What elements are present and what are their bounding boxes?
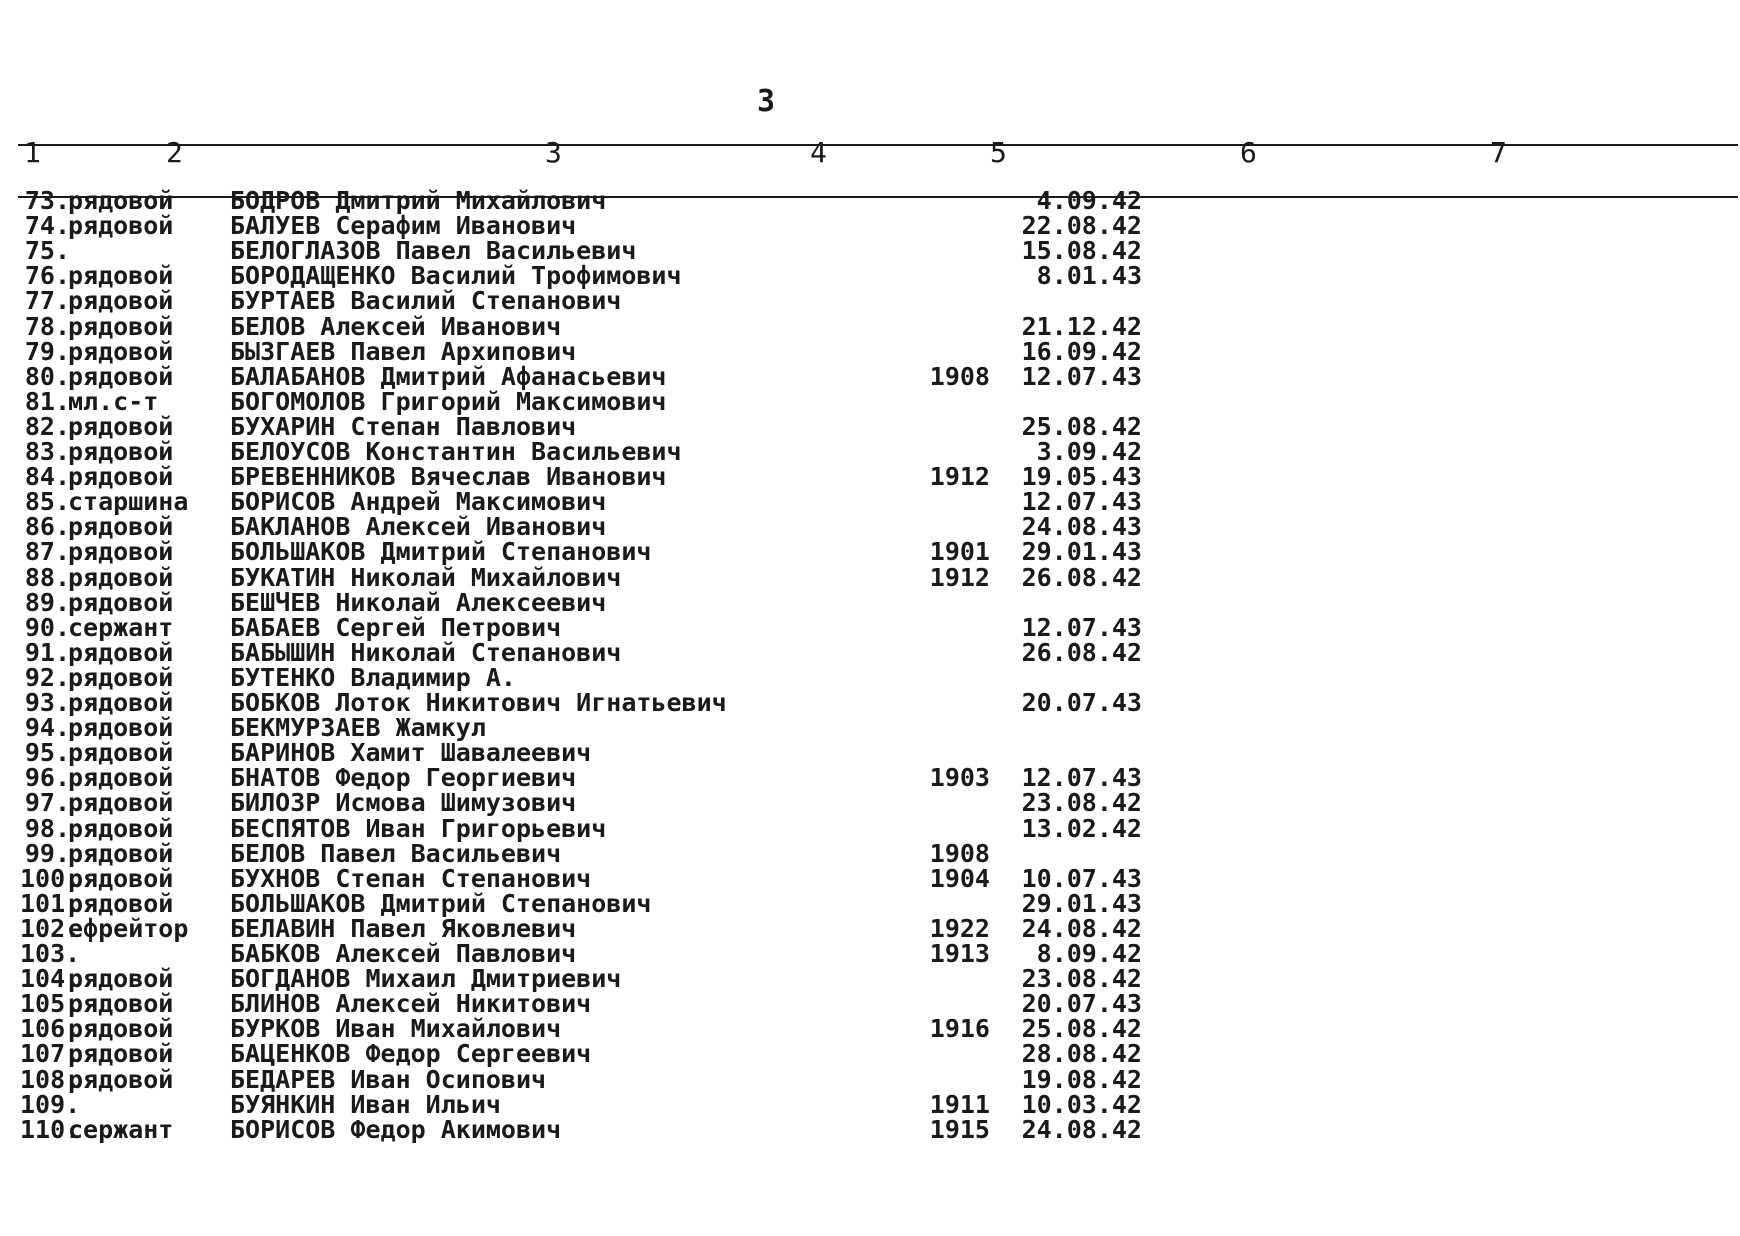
row-date: 28.08.42 bbox=[1021, 1039, 1142, 1068]
row-date: 12.07.43 bbox=[1021, 487, 1142, 516]
row-name: БЫЗГАЕВ Павел Архипович bbox=[230, 337, 577, 366]
row-date: 24.08.42 bbox=[1021, 914, 1142, 943]
row-rank: рядовой bbox=[68, 1065, 174, 1094]
row-number: 104. bbox=[20, 964, 81, 993]
row-name: БОРИСОВ Андрей Максимович bbox=[230, 487, 607, 516]
row-number: 94. bbox=[24, 713, 70, 742]
row-number: 99. bbox=[24, 839, 70, 868]
row-date: 29.01.43 bbox=[1021, 537, 1142, 566]
row-rank: рядовой bbox=[68, 1039, 174, 1068]
row-date: 10.07.43 bbox=[1021, 864, 1142, 893]
row-name: БРЕВЕННИКОВ Вячеслав Иванович bbox=[230, 462, 667, 491]
row-name: БАБКОВ Алексей Павлович bbox=[230, 939, 577, 968]
row-birth-year: 1913 bbox=[929, 939, 990, 968]
row-number: 77. bbox=[24, 286, 70, 315]
row-rank: ефрейтор bbox=[68, 914, 189, 943]
row-date: 21.12.42 bbox=[1021, 312, 1142, 341]
row-date: 20.07.43 bbox=[1021, 688, 1142, 717]
row-name: БЕКМУРЗАЕВ Жамкул bbox=[230, 713, 486, 742]
row-rank: рядовой bbox=[68, 889, 174, 918]
row-birth-year: 1911 bbox=[929, 1090, 990, 1119]
row-name: БАКЛАНОВ Алексей Иванович bbox=[230, 512, 607, 541]
row-number: 86. bbox=[24, 512, 70, 541]
row-rank: рядовой bbox=[68, 211, 174, 240]
column-number-7: 7 bbox=[1490, 136, 1507, 169]
page-number: 3 bbox=[757, 84, 776, 119]
row-number: 90. bbox=[24, 613, 70, 642]
row-rank: рядовой bbox=[68, 788, 174, 817]
row-rank: рядовой bbox=[68, 512, 174, 541]
row-rank: рядовой bbox=[68, 286, 174, 315]
row-date: 8.09.42 bbox=[1036, 939, 1142, 968]
row-name: БЕЛОВ Павел Васильевич bbox=[230, 839, 562, 868]
row-rank: старшина bbox=[68, 487, 189, 516]
row-number: 109. bbox=[20, 1090, 81, 1119]
row-number: 93. bbox=[24, 688, 70, 717]
row-number: 78. bbox=[24, 312, 70, 341]
table-row bbox=[0, 790, 1740, 816]
table-row bbox=[0, 1117, 1740, 1143]
row-number: 74. bbox=[24, 211, 70, 240]
row-rank: рядовой bbox=[68, 437, 174, 466]
row-date: 13.02.42 bbox=[1021, 814, 1142, 843]
row-number: 88. bbox=[24, 563, 70, 592]
row-number: 85. bbox=[24, 487, 70, 516]
table-top-rule bbox=[18, 144, 1738, 146]
row-name: БАБАЕВ Сергей Петрович bbox=[230, 613, 562, 642]
row-name: БЕДАРЕВ Иван Осипович bbox=[230, 1065, 547, 1094]
row-number: 97. bbox=[24, 788, 70, 817]
column-number-2: 2 bbox=[166, 136, 183, 169]
row-rank: рядовой bbox=[68, 989, 174, 1018]
row-name: БОГОМОЛОВ Григорий Максимович bbox=[230, 387, 667, 416]
row-date: 19.05.43 bbox=[1021, 462, 1142, 491]
row-birth-year: 1922 bbox=[929, 914, 990, 943]
row-name: БУЯНКИН Иван Ильич bbox=[230, 1090, 501, 1119]
row-name: БУТЕНКО Владимир А. bbox=[230, 663, 516, 692]
row-rank: рядовой bbox=[68, 1014, 174, 1043]
row-name: БАРИНОВ Хамит Шавалеевич bbox=[230, 738, 592, 767]
row-name: БЕЛОВ Алексей Иванович bbox=[230, 312, 562, 341]
row-date: 23.08.42 bbox=[1021, 788, 1142, 817]
column-number-6: 6 bbox=[1240, 136, 1257, 169]
row-number: 107. bbox=[20, 1039, 81, 1068]
row-date: 3.09.42 bbox=[1036, 437, 1142, 466]
row-number: 110. bbox=[20, 1115, 81, 1144]
row-rank: рядовой bbox=[68, 839, 174, 868]
row-date: 20.07.43 bbox=[1021, 989, 1142, 1018]
row-rank: рядовой bbox=[68, 814, 174, 843]
row-name: БОГДАНОВ Михаил Дмитриевич bbox=[230, 964, 622, 993]
row-number: 82. bbox=[24, 412, 70, 441]
row-rank: рядовой bbox=[68, 638, 174, 667]
row-number: 84. bbox=[24, 462, 70, 491]
row-date: 8.01.43 bbox=[1036, 261, 1142, 290]
row-rank: рядовой bbox=[68, 563, 174, 592]
row-rank: рядовой bbox=[68, 588, 174, 617]
row-name: БОЛЬШАКОВ Дмитрий Степанович bbox=[230, 889, 652, 918]
row-date: 12.07.43 bbox=[1021, 362, 1142, 391]
row-number: 92. bbox=[24, 663, 70, 692]
row-number: 87. bbox=[24, 537, 70, 566]
row-number: 102. bbox=[20, 914, 81, 943]
row-date: 16.09.42 bbox=[1021, 337, 1142, 366]
row-date: 4.09.42 bbox=[1036, 186, 1142, 215]
row-name: БУКАТИН Николай Михайлович bbox=[230, 563, 622, 592]
row-name: БОРОДАЩЕНКО Василий Трофимович bbox=[230, 261, 682, 290]
row-number: 95. bbox=[24, 738, 70, 767]
row-name: БЕСПЯТОВ Иван Григорьевич bbox=[230, 814, 607, 843]
row-birth-year: 1903 bbox=[929, 763, 990, 792]
row-date: 12.07.43 bbox=[1021, 763, 1142, 792]
row-date: 25.08.42 bbox=[1021, 412, 1142, 441]
row-number: 79. bbox=[24, 337, 70, 366]
row-name: БОБКОВ Лоток Никитович Игнатьевич bbox=[230, 688, 727, 717]
row-number: 103. bbox=[20, 939, 81, 968]
row-name: БУХНОВ Степан Степанович bbox=[230, 864, 592, 893]
column-number-4: 4 bbox=[810, 136, 827, 169]
row-date: 24.08.43 bbox=[1021, 512, 1142, 541]
row-name: БНАТОВ Федор Георгиевич bbox=[230, 763, 577, 792]
row-name: БАЛАБАНОВ Дмитрий Афанасьевич bbox=[230, 362, 667, 391]
row-number: 105. bbox=[20, 989, 81, 1018]
row-number: 106. bbox=[20, 1014, 81, 1043]
row-birth-year: 1908 bbox=[929, 839, 990, 868]
row-name: БУРТАЕВ Василий Степанович bbox=[230, 286, 622, 315]
row-date: 29.01.43 bbox=[1021, 889, 1142, 918]
row-number: 73. bbox=[24, 186, 70, 215]
row-birth-year: 1912 bbox=[929, 563, 990, 592]
row-date: 10.03.42 bbox=[1021, 1090, 1142, 1119]
row-rank: мл.с-т bbox=[68, 387, 159, 416]
row-rank: рядовой bbox=[68, 688, 174, 717]
row-rank: рядовой bbox=[68, 537, 174, 566]
row-rank: рядовой bbox=[68, 964, 174, 993]
row-date: 19.08.42 bbox=[1021, 1065, 1142, 1094]
row-rank: сержант bbox=[68, 613, 174, 642]
row-name: БЕЛОУСОВ Константин Васильевич bbox=[230, 437, 682, 466]
column-number-1: 1 bbox=[24, 136, 41, 169]
row-date: 15.08.42 bbox=[1021, 236, 1142, 265]
row-number: 96. bbox=[24, 763, 70, 792]
row-birth-year: 1901 bbox=[929, 537, 990, 566]
row-rank: рядовой bbox=[68, 738, 174, 767]
row-rank: рядовой bbox=[68, 462, 174, 491]
row-rank: рядовой bbox=[68, 412, 174, 441]
row-name: БАБЫШИН Николай Степанович bbox=[230, 638, 622, 667]
row-rank: рядовой bbox=[68, 864, 174, 893]
row-birth-year: 1904 bbox=[929, 864, 990, 893]
row-name: БЛИНОВ Алексей Никитович bbox=[230, 989, 592, 1018]
row-name: БОДРОВ Дмитрий Михайлович bbox=[230, 186, 607, 215]
row-birth-year: 1908 bbox=[929, 362, 990, 391]
row-birth-year: 1916 bbox=[929, 1014, 990, 1043]
row-rank: рядовой bbox=[68, 261, 174, 290]
row-name: БЕЛАВИН Павел Яковлевич bbox=[230, 914, 577, 943]
row-date: 26.08.42 bbox=[1021, 638, 1142, 667]
row-name: БОРИСОВ Федор Акимович bbox=[230, 1115, 562, 1144]
row-name: БУХАРИН Степан Павлович bbox=[230, 412, 577, 441]
row-name: БАЛУЕВ Серафим Иванович bbox=[230, 211, 577, 240]
column-number-5: 5 bbox=[990, 136, 1007, 169]
row-rank: рядовой bbox=[68, 763, 174, 792]
row-birth-year: 1912 bbox=[929, 462, 990, 491]
table-row bbox=[0, 1041, 1740, 1067]
row-rank: рядовой bbox=[68, 186, 174, 215]
row-name: БЕЛОГЛАЗОВ Павел Васильевич bbox=[230, 236, 637, 265]
row-name: БАЦЕНКОВ Федор Сергеевич bbox=[230, 1039, 592, 1068]
row-number: 75. bbox=[24, 236, 70, 265]
row-number: 101. bbox=[20, 889, 81, 918]
row-number: 80. bbox=[24, 362, 70, 391]
row-date: 25.08.42 bbox=[1021, 1014, 1142, 1043]
row-date: 12.07.43 bbox=[1021, 613, 1142, 642]
table-row bbox=[0, 539, 1740, 565]
row-number: 81. bbox=[24, 387, 70, 416]
row-number: 98. bbox=[24, 814, 70, 843]
row-rank: рядовой bbox=[68, 337, 174, 366]
row-name: БУРКОВ Иван Михайлович bbox=[230, 1014, 562, 1043]
row-date: 26.08.42 bbox=[1021, 563, 1142, 592]
row-number: 83. bbox=[24, 437, 70, 466]
row-date: 23.08.42 bbox=[1021, 964, 1142, 993]
row-number: 89. bbox=[24, 588, 70, 617]
row-rank: сержант bbox=[68, 1115, 174, 1144]
row-number: 108. bbox=[20, 1065, 81, 1094]
row-birth-year: 1915 bbox=[929, 1115, 990, 1144]
row-number: 91. bbox=[24, 638, 70, 667]
column-number-3: 3 bbox=[545, 136, 562, 169]
row-rank: рядовой bbox=[68, 362, 174, 391]
row-number: 76. bbox=[24, 261, 70, 290]
row-name: БЕШЧЕВ Николай Алексеевич bbox=[230, 588, 607, 617]
row-rank: рядовой bbox=[68, 312, 174, 341]
row-name: БИЛОЗР Исмова Шимузович bbox=[230, 788, 577, 817]
row-date: 24.08.42 bbox=[1021, 1115, 1142, 1144]
row-name: БОЛЬШАКОВ Дмитрий Степанович bbox=[230, 537, 652, 566]
row-rank: рядовой bbox=[68, 713, 174, 742]
row-date: 22.08.42 bbox=[1021, 211, 1142, 240]
row-number: 100. bbox=[20, 864, 81, 893]
row-rank: рядовой bbox=[68, 663, 174, 692]
table-row bbox=[0, 288, 1740, 314]
